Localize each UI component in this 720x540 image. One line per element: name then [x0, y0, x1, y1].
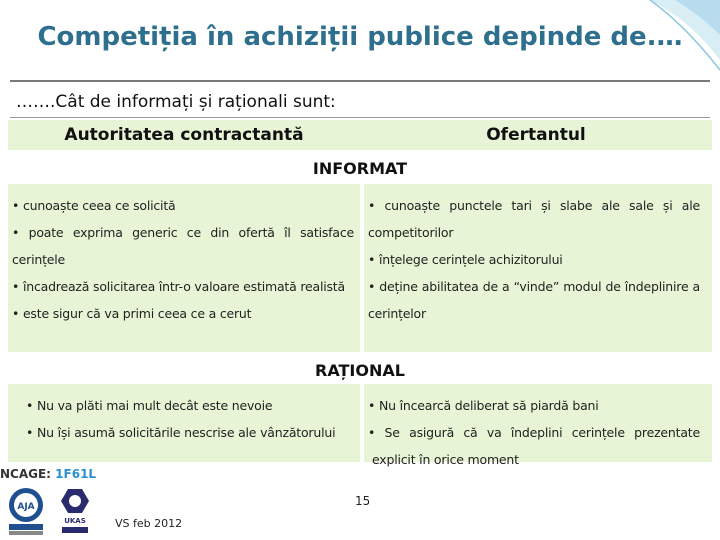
list-item: • este sigur că va primi ceea ce a cerut — [12, 306, 252, 321]
column-header-right: Ofertantul — [486, 125, 586, 145]
subtitle-divider — [10, 117, 710, 118]
list-item: • Nu își asumă solicitările nescrise ale vânzătorului — [26, 425, 336, 440]
document-reference: VS feb 2012 — [115, 517, 183, 530]
column-header-band — [8, 120, 712, 150]
page-number: 15 — [355, 494, 371, 508]
list-item: explicit în orice moment — [372, 452, 519, 467]
certification-logos — [6, 483, 98, 537]
title-divider — [10, 80, 710, 82]
informat-right-column — [368, 192, 700, 327]
aja-logo — [9, 488, 43, 535]
ukas-logo-text: UKAS — [64, 517, 86, 525]
list-item: • poate exprima generic ce din ofertă îl satisface — [12, 225, 354, 240]
list-item: • cunoaște punctele tari și slabe ale sale și ale — [368, 198, 700, 213]
subtitle: …….Cât de informați și raționali sunt: — [16, 92, 336, 112]
column-header-left: Autoritatea contractantă — [64, 125, 304, 145]
informat-band — [8, 184, 712, 352]
list-item: • Se asigură că va îndeplini cerințele prezentate — [368, 425, 700, 440]
list-item: • Nu va plăti mai mult decât este nevoie — [26, 398, 273, 413]
aja-logo-text: AJA — [17, 502, 35, 512]
list-item: • înțelege cerințele achizitorului — [368, 252, 563, 267]
list-item: cerințele — [12, 252, 66, 267]
list-item: competitorilor — [368, 225, 454, 240]
section-title-rational: RAȚIONAL — [315, 361, 405, 380]
ukas-logo — [61, 489, 89, 533]
informat-left-column — [12, 192, 354, 327]
rational-band — [8, 384, 712, 467]
list-item: • deține abilitatea de a “vinde” modul de îndeplinire a — [368, 279, 700, 294]
ncage-code — [0, 467, 96, 481]
section-title-informat: INFORMAT — [312, 159, 408, 178]
page-title: Competiția în achiziții publice depinde de.… — [37, 22, 683, 52]
rational-right-column — [368, 392, 700, 473]
list-item: • cunoaște ceea ce solicită — [12, 198, 176, 213]
ncage-label: NCAGE: — [0, 467, 51, 481]
rational-left-column — [26, 392, 354, 446]
ncage-value: 1F61L — [55, 467, 97, 481]
list-item: cerințelor — [368, 306, 426, 321]
list-item: • Nu încearcă deliberat să piardă bani — [368, 398, 599, 413]
list-item: • încadrează solicitarea într-o valoare estimată realistă — [12, 279, 345, 294]
